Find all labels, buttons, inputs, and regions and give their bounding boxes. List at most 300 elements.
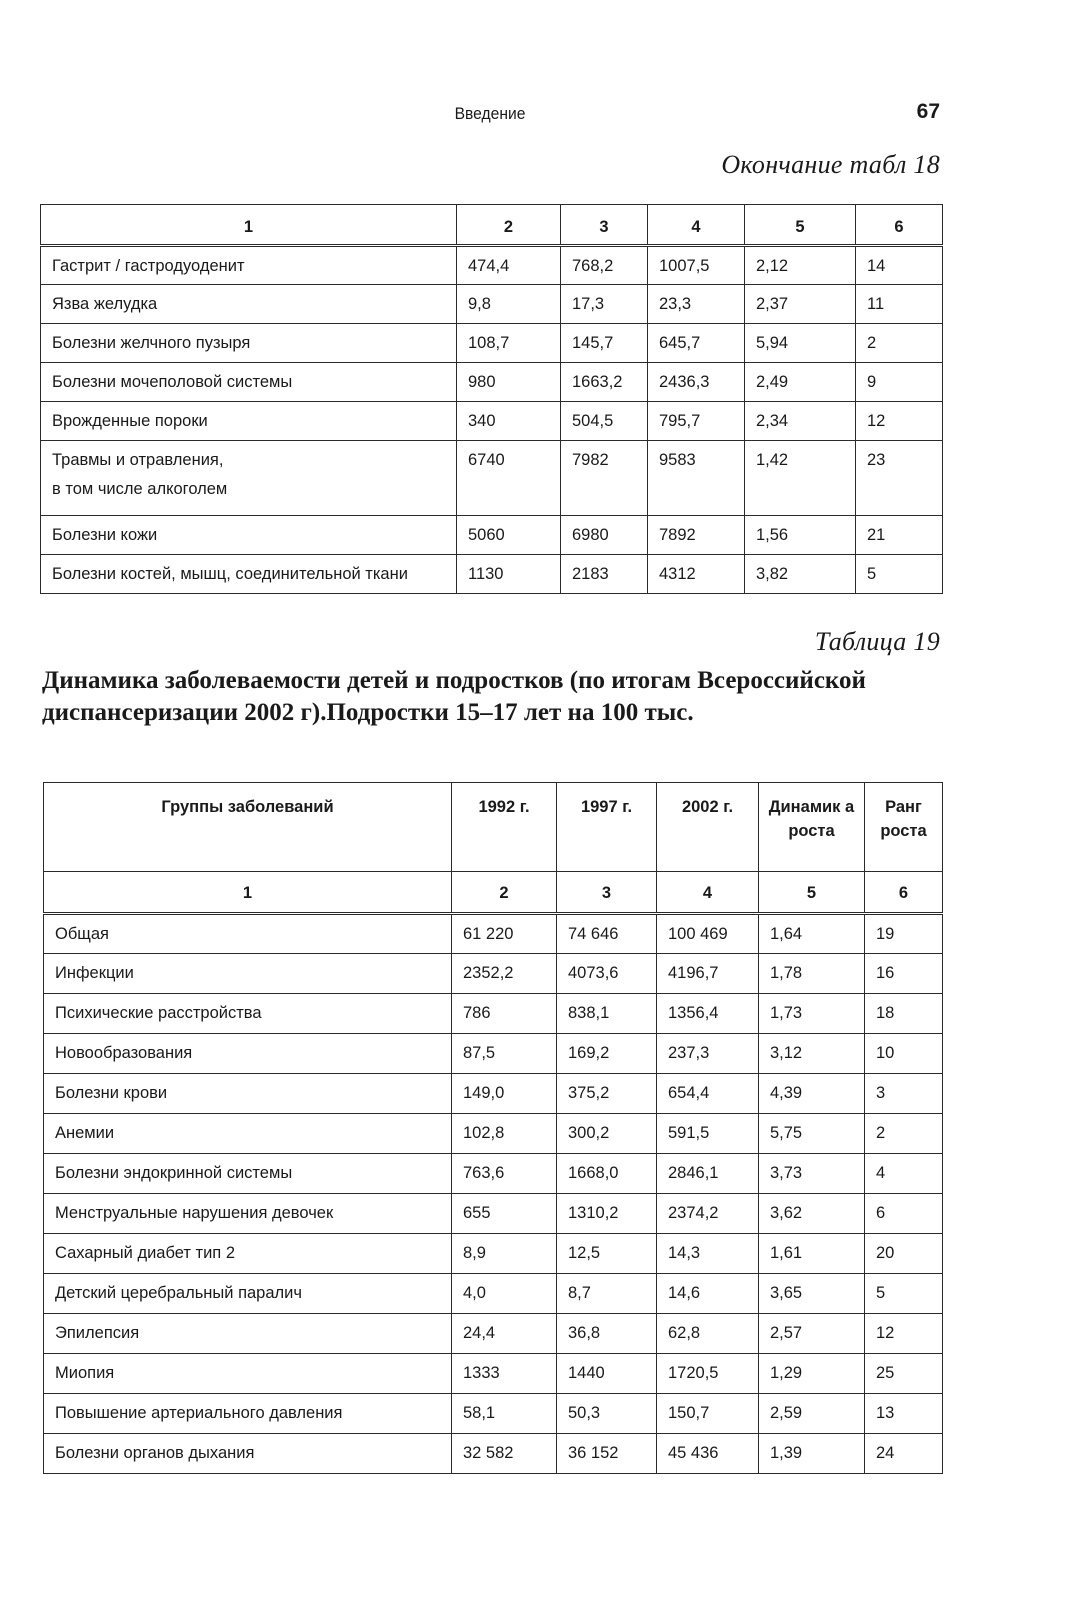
column-number: 3 xyxy=(561,205,648,246)
cell-text: 6 xyxy=(876,1204,886,1222)
disease-name-cell xyxy=(44,1274,452,1314)
cell-text: 1310,2 xyxy=(568,1204,619,1222)
disease-name-cell xyxy=(41,555,457,594)
cell-text: Детский церебральный паралич xyxy=(55,1284,302,1302)
cell-text: 3,82 xyxy=(756,565,789,583)
cell-text: Миопия xyxy=(55,1364,115,1382)
growth-cell xyxy=(759,994,865,1034)
disease-name-cell xyxy=(44,954,452,994)
cell-text: 12 xyxy=(876,1324,895,1342)
cell-text: 25 xyxy=(876,1364,895,1382)
value-2002-cell xyxy=(648,246,745,285)
page-number: 67 xyxy=(916,100,940,123)
value-2002-cell xyxy=(648,324,745,363)
cell-text: 1,42 xyxy=(756,451,789,469)
growth-cell xyxy=(759,1114,865,1154)
growth-cell xyxy=(745,555,856,594)
cell-text: 1,78 xyxy=(770,964,803,982)
cell-text: 2,37 xyxy=(756,295,789,313)
cell-text: 2436,3 xyxy=(659,373,710,391)
growth-cell xyxy=(759,1394,865,1434)
table-row xyxy=(44,914,943,954)
growth-cell xyxy=(759,954,865,994)
value-1997-cell xyxy=(561,516,648,555)
value-2002-cell xyxy=(657,1314,759,1354)
growth-cell xyxy=(745,363,856,402)
cell-text: 2846,1 xyxy=(668,1164,719,1182)
table-row xyxy=(41,246,943,285)
cell-text: Повышение артериального давления xyxy=(55,1404,343,1422)
value-1997-cell xyxy=(557,1314,657,1354)
cell-text: 9583 xyxy=(659,451,696,469)
value-2002-cell xyxy=(657,994,759,1034)
cell-text: 1720,5 xyxy=(668,1364,719,1382)
value-1992-cell xyxy=(457,555,561,594)
value-2002-cell xyxy=(648,363,745,402)
cell-text: 13 xyxy=(876,1404,895,1422)
cell-text: 87,5 xyxy=(463,1044,496,1062)
disease-name-cell xyxy=(44,1154,452,1194)
table-row xyxy=(44,1314,943,1354)
cell-text: 14,6 xyxy=(668,1284,701,1302)
cell-text: 150,7 xyxy=(668,1404,710,1422)
cell-text: 2374,2 xyxy=(668,1204,719,1222)
column-header: Ранг роста xyxy=(865,783,943,872)
disease-name-cell xyxy=(44,1194,452,1234)
cell-text: Болезни эндокринной системы xyxy=(55,1164,293,1182)
rank-cell xyxy=(865,954,943,994)
cell-text: 62,8 xyxy=(668,1324,701,1342)
table19-column-numbers xyxy=(44,872,943,914)
cell-text: 795,7 xyxy=(659,412,701,430)
rank-cell xyxy=(856,363,943,402)
rank-cell xyxy=(865,1354,943,1394)
table-row xyxy=(44,1234,943,1274)
table-row xyxy=(44,1354,943,1394)
cell-text: 763,6 xyxy=(463,1164,505,1182)
value-1997-cell xyxy=(557,1434,657,1474)
value-1992-cell xyxy=(452,1034,557,1074)
table-row xyxy=(44,1394,943,1434)
cell-text: 14 xyxy=(867,257,886,275)
value-1997-cell xyxy=(557,1154,657,1194)
rank-cell xyxy=(865,1114,943,1154)
table18-column-numbers xyxy=(41,205,943,246)
column-number: 5 xyxy=(745,205,856,246)
growth-cell xyxy=(759,1434,865,1474)
rank-cell xyxy=(856,555,943,594)
cell-text: 6980 xyxy=(572,526,609,544)
cell-text: 3,73 xyxy=(770,1164,803,1182)
rank-cell xyxy=(865,1074,943,1114)
table-row xyxy=(41,363,943,402)
cell-text: 1,56 xyxy=(756,526,789,544)
cell-text: 3 xyxy=(876,1084,886,1102)
cell-text: 100 469 xyxy=(668,925,728,943)
disease-name-cell xyxy=(41,516,457,555)
cell-text: 1663,2 xyxy=(572,373,623,391)
value-2002-cell xyxy=(657,1154,759,1194)
column-number: 1 xyxy=(44,872,452,914)
column-number: 6 xyxy=(856,205,943,246)
cell-text: 14,3 xyxy=(668,1244,701,1262)
value-1997-cell xyxy=(557,1354,657,1394)
value-1992-cell xyxy=(457,246,561,285)
value-2002-cell xyxy=(657,1354,759,1394)
cell-text: 8,7 xyxy=(568,1284,591,1302)
value-1992-cell xyxy=(452,1234,557,1274)
cell-text: 20 xyxy=(876,1244,895,1262)
table-row xyxy=(44,1274,943,1314)
value-1992-cell xyxy=(452,1354,557,1394)
cell-text-line2: в том числе алкоголем xyxy=(52,480,228,498)
cell-text: Анемии xyxy=(55,1124,115,1142)
cell-text: 108,7 xyxy=(468,334,510,352)
growth-cell xyxy=(759,1194,865,1234)
growth-cell xyxy=(759,1034,865,1074)
cell-text: 1333 xyxy=(463,1364,500,1382)
cell-text: 2,49 xyxy=(756,373,789,391)
column-number: 6 xyxy=(865,872,943,914)
cell-text: Сахарный диабет тип 2 xyxy=(55,1244,235,1262)
cell-text: 5 xyxy=(867,565,877,583)
growth-cell xyxy=(745,324,856,363)
cell-text: 2,57 xyxy=(770,1324,803,1342)
rank-cell xyxy=(865,1234,943,1274)
cell-text: 655 xyxy=(463,1204,491,1222)
cell-text: 1356,4 xyxy=(668,1004,719,1022)
cell-text: 149,0 xyxy=(463,1084,505,1102)
value-1997-cell xyxy=(561,324,648,363)
column-header: Группы заболеваний xyxy=(44,783,452,872)
column-number: 2 xyxy=(457,205,561,246)
value-1997-cell xyxy=(561,441,648,516)
cell-text: 32 582 xyxy=(463,1444,514,1462)
cell-text: 23,3 xyxy=(659,295,692,313)
table-row xyxy=(44,994,943,1034)
cell-text: 980 xyxy=(468,373,496,391)
running-title: Введение xyxy=(454,104,526,123)
rank-cell xyxy=(865,1154,943,1194)
growth-cell xyxy=(759,1314,865,1354)
cell-text: 3,12 xyxy=(770,1044,803,1062)
cell-text: Травмы и отравления, xyxy=(52,451,224,469)
table-row xyxy=(41,324,943,363)
value-1992-cell xyxy=(457,402,561,441)
rank-cell xyxy=(865,1274,943,1314)
table-row xyxy=(44,1114,943,1154)
cell-text: 17,3 xyxy=(572,295,605,313)
value-2002-cell xyxy=(657,1234,759,1274)
table-row xyxy=(41,402,943,441)
disease-name-cell xyxy=(44,1034,452,1074)
cell-text: Болезни костей, мышц, соединительной ткани xyxy=(52,565,408,583)
cell-text: 24,4 xyxy=(463,1324,496,1342)
value-1992-cell xyxy=(457,516,561,555)
rank-cell xyxy=(865,1394,943,1434)
cell-text: Психические расстройства xyxy=(55,1004,262,1022)
value-1997-cell xyxy=(561,402,648,441)
cell-text: Врожденные пороки xyxy=(52,412,208,430)
table18-caption: Окончание табл 18 xyxy=(721,150,940,179)
disease-name-cell xyxy=(44,1354,452,1394)
cell-text: 36 152 xyxy=(568,1444,619,1462)
rank-cell xyxy=(856,402,943,441)
column-header: 2002 г. xyxy=(657,783,759,872)
cell-text: 5,75 xyxy=(770,1124,803,1142)
cell-text: 2 xyxy=(876,1124,886,1142)
value-1992-cell xyxy=(457,285,561,324)
cell-text: 838,1 xyxy=(568,1004,610,1022)
growth-cell xyxy=(759,1074,865,1114)
cell-text: 102,8 xyxy=(463,1124,505,1142)
cell-text: 7892 xyxy=(659,526,696,544)
column-number: 3 xyxy=(557,872,657,914)
column-header: Динамик а роста xyxy=(759,783,865,872)
table19 xyxy=(43,782,943,1474)
cell-text: 3,65 xyxy=(770,1284,803,1302)
disease-name-cell xyxy=(41,285,457,324)
cell-text: 18 xyxy=(876,1004,895,1022)
value-1997-cell xyxy=(561,285,648,324)
cell-text: Язва желудка xyxy=(52,295,158,313)
cell-text: 474,4 xyxy=(468,257,510,275)
cell-text: Общая xyxy=(55,925,109,943)
cell-text: Эпилепсия xyxy=(55,1324,140,1342)
cell-text: Болезни кожи xyxy=(52,526,158,544)
value-2002-cell xyxy=(657,1074,759,1114)
cell-text: 9,8 xyxy=(468,295,491,313)
rank-cell xyxy=(865,1034,943,1074)
value-1997-cell xyxy=(557,1394,657,1434)
cell-text: 340 xyxy=(468,412,496,430)
cell-text: Инфекции xyxy=(55,964,134,982)
disease-name-cell xyxy=(41,402,457,441)
table-row xyxy=(44,954,943,994)
cell-text: 2352,2 xyxy=(463,964,514,982)
growth-cell xyxy=(759,914,865,954)
cell-text: Менструальные нарушения девочек xyxy=(55,1204,334,1222)
rank-cell xyxy=(856,441,943,516)
cell-text: 5060 xyxy=(468,526,505,544)
value-2002-cell xyxy=(648,402,745,441)
cell-text: 169,2 xyxy=(568,1044,610,1062)
growth-cell xyxy=(759,1154,865,1194)
table-row xyxy=(41,555,943,594)
table18 xyxy=(40,204,943,594)
rank-cell xyxy=(865,1194,943,1234)
cell-text: 4,39 xyxy=(770,1084,803,1102)
cell-text: 11 xyxy=(867,295,885,313)
column-number: 1 xyxy=(41,205,457,246)
cell-text: 4312 xyxy=(659,565,696,583)
cell-text: 45 436 xyxy=(668,1444,719,1462)
value-1997-cell xyxy=(557,1274,657,1314)
disease-name-cell xyxy=(44,1114,452,1154)
value-1997-cell xyxy=(557,1114,657,1154)
disease-name-cell xyxy=(44,1434,452,1474)
value-1992-cell xyxy=(452,1394,557,1434)
disease-name-cell xyxy=(41,324,457,363)
value-2002-cell xyxy=(648,441,745,516)
cell-text: 23 xyxy=(867,451,886,469)
value-2002-cell xyxy=(657,1034,759,1074)
value-1997-cell xyxy=(557,994,657,1034)
disease-name-cell xyxy=(41,363,457,402)
column-number: 5 xyxy=(759,872,865,914)
growth-cell xyxy=(745,285,856,324)
value-2002-cell xyxy=(657,1274,759,1314)
table-row xyxy=(41,285,943,324)
table-row xyxy=(44,1194,943,1234)
cell-text: 12,5 xyxy=(568,1244,601,1262)
disease-name-cell xyxy=(44,1394,452,1434)
value-1997-cell xyxy=(561,555,648,594)
value-1997-cell xyxy=(557,954,657,994)
cell-text: 21 xyxy=(867,526,886,544)
cell-text: Гастрит / гастродуоденит xyxy=(52,257,245,275)
cell-text: 10 xyxy=(876,1044,895,1062)
cell-text: 591,5 xyxy=(668,1124,710,1142)
column-number: 2 xyxy=(452,872,557,914)
cell-text: 16 xyxy=(876,964,895,982)
cell-text: 2183 xyxy=(572,565,609,583)
cell-text: 2 xyxy=(867,334,877,352)
table19-title: Динамика заболеваемости детей и подростков (по итогам Всероссийской диспансеризации 2002 г).Подростки 15–17 лет на 100 тыс. xyxy=(42,667,866,726)
disease-name-cell xyxy=(44,1074,452,1114)
value-2002-cell xyxy=(657,1114,759,1154)
value-1992-cell xyxy=(452,1074,557,1114)
value-1992-cell xyxy=(452,1314,557,1354)
cell-text: 1007,5 xyxy=(659,257,710,275)
rank-cell xyxy=(856,246,943,285)
cell-text: 1,73 xyxy=(770,1004,803,1022)
rank-cell xyxy=(865,1314,943,1354)
value-2002-cell xyxy=(648,516,745,555)
cell-text: 2,59 xyxy=(770,1404,803,1422)
cell-text: 74 646 xyxy=(568,925,619,943)
cell-text: Новообразования xyxy=(55,1044,193,1062)
cell-text: 2,12 xyxy=(756,257,789,275)
cell-text: 4073,6 xyxy=(568,964,619,982)
value-1997-cell xyxy=(561,363,648,402)
value-1992-cell xyxy=(452,1154,557,1194)
value-1992-cell xyxy=(452,1274,557,1314)
cell-text: 12 xyxy=(867,412,886,430)
cell-text: Болезни органов дыхания xyxy=(55,1444,255,1462)
cell-text: 61 220 xyxy=(463,925,514,943)
running-head xyxy=(40,100,940,130)
cell-text: Болезни мочеполовой системы xyxy=(52,373,293,391)
cell-text: 4196,7 xyxy=(668,964,719,982)
cell-text: 5,94 xyxy=(756,334,789,352)
cell-text: 6740 xyxy=(468,451,505,469)
cell-text: Болезни желчного пузыря xyxy=(52,334,251,352)
table-row xyxy=(44,1154,943,1194)
growth-cell xyxy=(745,246,856,285)
table-row xyxy=(41,516,943,555)
cell-text: 1440 xyxy=(568,1364,605,1382)
value-2002-cell xyxy=(657,1394,759,1434)
disease-name-cell xyxy=(44,994,452,1034)
value-1992-cell xyxy=(452,1434,557,1474)
cell-text: 3,62 xyxy=(770,1204,803,1222)
table-row xyxy=(44,1434,943,1474)
growth-cell xyxy=(745,402,856,441)
value-1992-cell xyxy=(452,1194,557,1234)
cell-text: 654,4 xyxy=(668,1084,710,1102)
rank-cell xyxy=(856,324,943,363)
table-row xyxy=(41,441,943,516)
disease-name-cell xyxy=(44,1234,452,1274)
value-1997-cell xyxy=(561,246,648,285)
column-header: 1992 г. xyxy=(452,783,557,872)
cell-text: 2,34 xyxy=(756,412,789,430)
cell-text: 145,7 xyxy=(572,334,614,352)
value-1992-cell xyxy=(452,954,557,994)
cell-text: 786 xyxy=(463,1004,491,1022)
cell-text: 504,5 xyxy=(572,412,614,430)
cell-text: 58,1 xyxy=(463,1404,496,1422)
value-1992-cell xyxy=(457,324,561,363)
growth-cell xyxy=(759,1274,865,1314)
cell-text: 4 xyxy=(876,1164,886,1182)
cell-text: 1,29 xyxy=(770,1364,803,1382)
cell-text: 375,2 xyxy=(568,1084,610,1102)
cell-text: 9 xyxy=(867,373,877,391)
cell-text: 36,8 xyxy=(568,1324,601,1342)
disease-name-cell xyxy=(44,914,452,954)
cell-text: 1130 xyxy=(468,565,504,583)
cell-text: 1668,0 xyxy=(568,1164,619,1182)
cell-text: 4,0 xyxy=(463,1284,486,1302)
value-1992-cell xyxy=(452,914,557,954)
column-number: 4 xyxy=(657,872,759,914)
value-1992-cell xyxy=(457,441,561,516)
cell-text: 237,3 xyxy=(668,1044,710,1062)
rank-cell xyxy=(865,914,943,954)
cell-text: 645,7 xyxy=(659,334,701,352)
table-row xyxy=(44,1074,943,1114)
cell-text: 8,9 xyxy=(463,1244,486,1262)
value-1997-cell xyxy=(557,1074,657,1114)
cell-text: 24 xyxy=(876,1444,895,1462)
value-1997-cell xyxy=(557,914,657,954)
value-1997-cell xyxy=(557,1234,657,1274)
value-1997-cell xyxy=(557,1194,657,1234)
growth-cell xyxy=(745,516,856,555)
column-number: 4 xyxy=(648,205,745,246)
value-2002-cell xyxy=(657,1194,759,1234)
value-2002-cell xyxy=(657,914,759,954)
value-1992-cell xyxy=(457,363,561,402)
value-2002-cell xyxy=(648,555,745,594)
column-header: 1997 г. xyxy=(557,783,657,872)
cell-text: 300,2 xyxy=(568,1124,610,1142)
disease-name-cell xyxy=(44,1314,452,1354)
cell-text: 5 xyxy=(876,1284,886,1302)
disease-name-cell xyxy=(41,441,457,516)
cell-text: 1,64 xyxy=(770,925,803,943)
growth-cell xyxy=(745,441,856,516)
rank-cell xyxy=(856,516,943,555)
value-1992-cell xyxy=(452,1114,557,1154)
rank-cell xyxy=(865,1434,943,1474)
cell-text: 1,39 xyxy=(770,1444,803,1462)
cell-text: 1,61 xyxy=(770,1244,803,1262)
table19-caption: Таблица 19 xyxy=(814,627,940,656)
cell-text: 50,3 xyxy=(568,1404,601,1422)
